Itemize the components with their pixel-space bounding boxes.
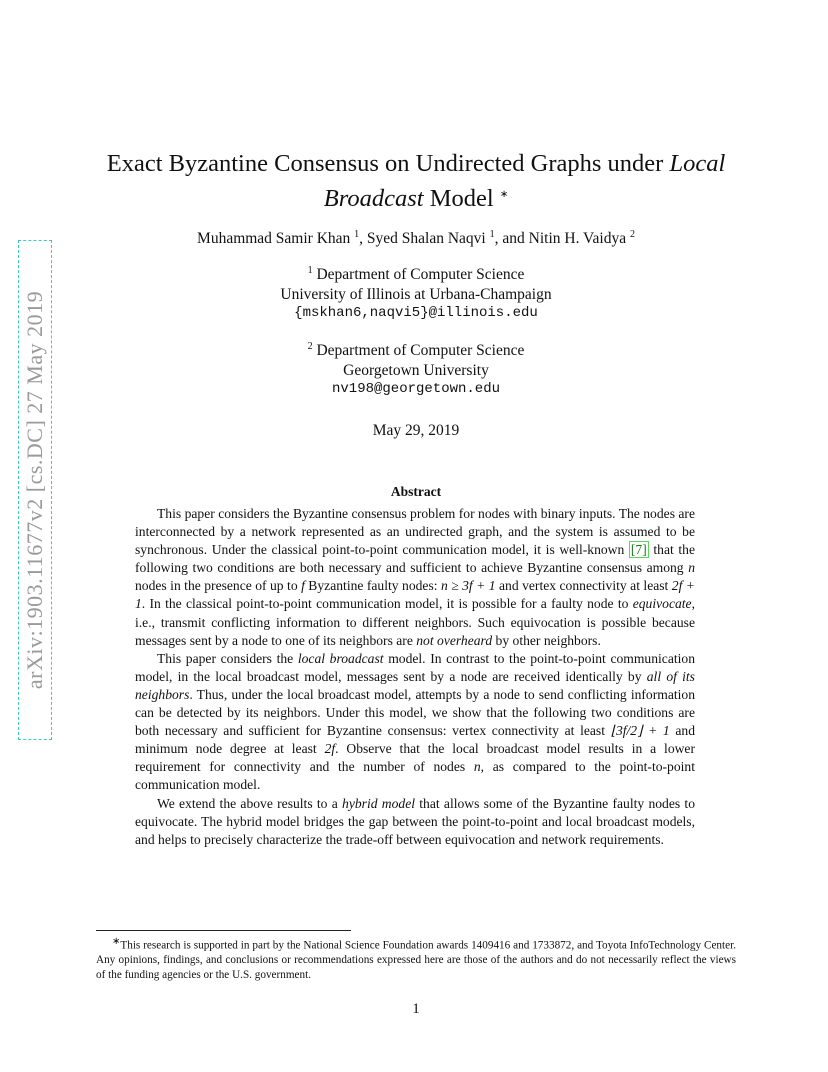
title-footnote-mark: ∗ [499,189,509,200]
affiliation-email[interactable]: {mskhan6,naqvi5}@illinois.edu [294,305,538,322]
citation-link[interactable]: [7] [630,542,647,558]
paper-title: Exact Byzantine Consensus on Undirected Graphs under Local Broadcast Model ∗ [106,150,726,213]
arxiv-identifier: arXiv:1903.11677v2 [cs.DC] 27 May 2019 [22,290,48,690]
abstract-heading: Abstract [390,484,442,499]
page-number: 1 [412,1001,420,1017]
author-name: Syed Shalan Naqvi [366,230,486,248]
author-name: Nitin H. Vaidya [528,230,627,248]
affiliation-department: Department of Computer Science [316,342,525,360]
abstract-body [135,505,695,849]
affiliation-1: $^1$ Department of Computer Science University of Illinois at Urbana-Champaign {mskhan6,naqvi5}@illinois.edu [96,261,736,324]
arxiv-stamp [18,240,52,740]
affiliation-school: University of Illinois at Urbana-Champaign [280,285,552,303]
footnote-text: This research is supported in part by the National Science Foundation awards 1409416 and 1733872, and Toyota InfoTechnology Center. Any opinions, findings, and conclusions or recommendations expressed here are those of the authors and do not necessarily reflect the views of the funding agencies or the U.S. government. [96,939,736,981]
author-name: Muhammad Samir Khan [197,230,351,248]
footnote [96,935,736,983]
abstract-paragraph: This paper considers the Byzantine consensus problem for nodes with binary inputs. The nodes are interconnected by a network represented as an undirected graph, and the system is assumed to be synchronous. Under the classical point-to-point communication model, it is well-known [7] that the following two conditions are both necessary and sufficient to achieve Byzantine consensus among n nodes in the presence of up to f Byzantine faulty nodes: n ≥ 3f + 1 and vertex connectivity at least 2f + 1. In the classical point-to-point communication model, it is possible for a faulty node to equivocate, i.e., transmit conflicting information to different neighbors. Such equivocation is possible because messages sent by a node to one of its neighbors are not overheard by other neighbors. [135,506,695,648]
abstract-paragraph: We extend the above results to a hybrid model that allows some of the Byzantine faulty nodes to equivocate. The hybrid model bridges the gap between the point-to-point and local broadcast models, and helps to precisely characterize the trade-off between equivocation and network requirements. [135,795,695,847]
footnote-rule [96,930,351,931]
affiliation-2: $^2$ Department of Computer Science Georgetown University nv198@georgetown.edu [96,337,736,400]
author-list: Muhammad Samir Khan $^1$, Syed Shalan Naqvi $^1$, and Nitin H. Vaidya $^2$ [197,229,635,248]
publication-date: May 29, 2019 [372,422,460,439]
affiliation-email[interactable]: nv198@georgetown.edu [331,381,501,398]
affiliation-department: Department of Computer Science [316,266,525,284]
affiliation-school: Georgetown University [343,361,489,379]
abstract-paragraph: This paper considers the local broadcast model. In contrast to the point-to-point communication model, in the local broadcast model, messages sent by a node are received identically by all of its neighbors. Thus, under the local broadcast model, attempts by a node to send conflicting information can be detected by its neighbors. Under this model, we show that the following two conditions are both necessary and sufficient for Byzantine consensus: vertex connectivity at least ⌊3f/2⌋ + 1 and minimum node degree at least 2f. Observe that the local broadcast model results in a lower requirement for connectivity and the number of nodes n, as compared to the point-to-point communication model. [135,650,696,793]
footnote-mark: ∗ [112,936,121,947]
